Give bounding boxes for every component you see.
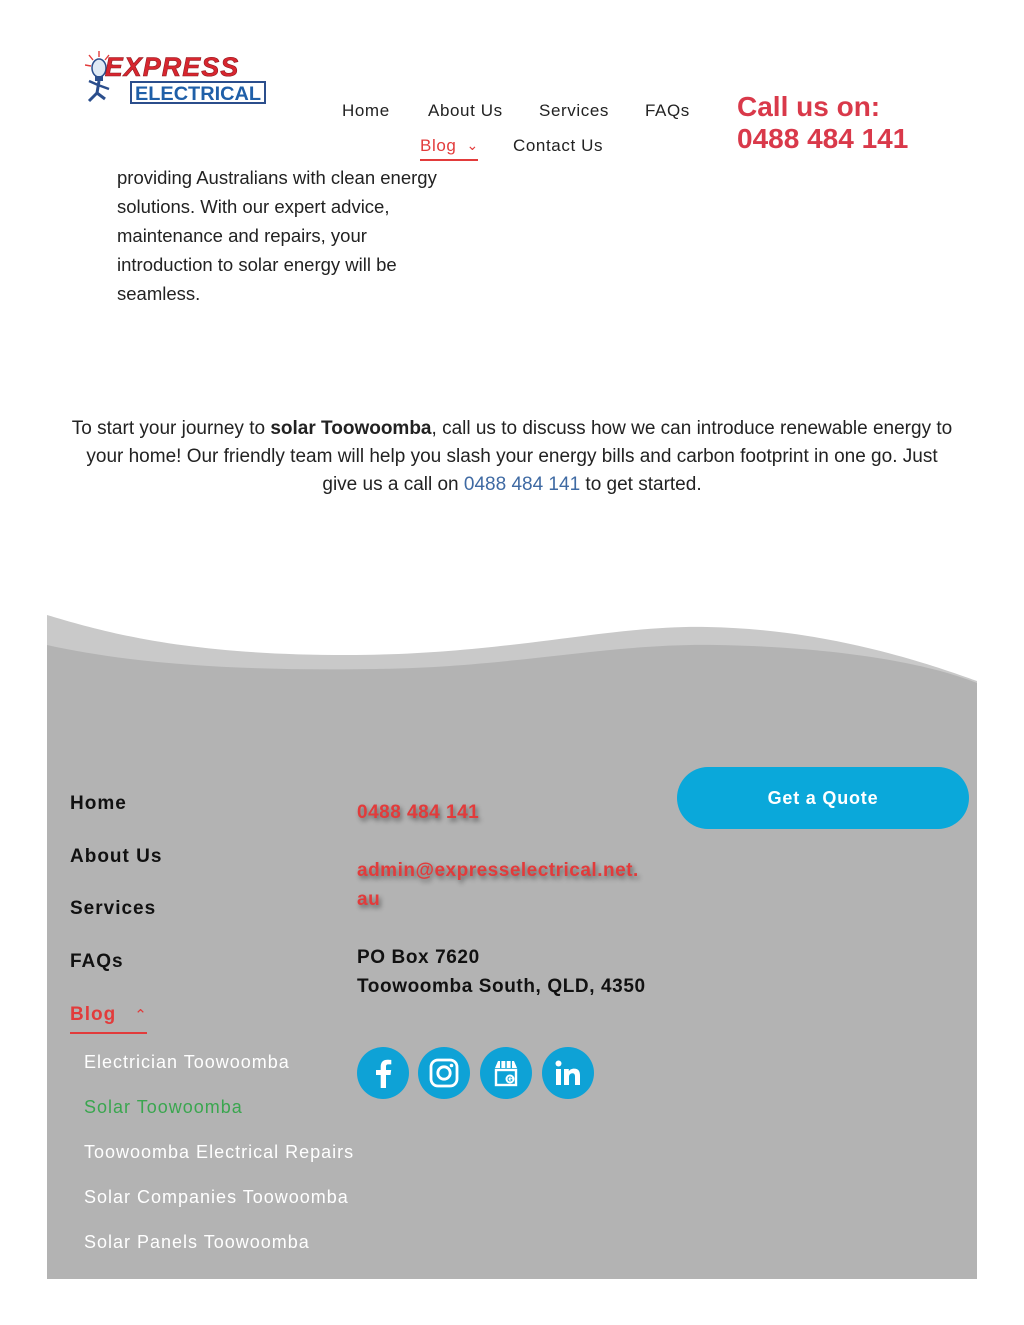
svg-text:G: G [507,1076,513,1084]
footer [47,615,977,1279]
journey-phone-link[interactable]: 0488 484 141 [463,474,581,495]
footer-nav-home[interactable]: Home [70,793,127,814]
journey-paragraph [67,415,957,499]
footer-email-link-line2[interactable]: au [357,889,381,910]
nav-blog-label: Blog [420,136,457,155]
footer-address-line1: PO Box 7620 [357,947,480,968]
google-business-icon[interactable] [480,1047,532,1099]
footer-email-link-line1[interactable]: admin@expresselectrical.net. [357,860,639,881]
footer-address-line2: Toowoomba South, QLD, 4350 [357,976,646,997]
nav-faqs[interactable]: FAQs [645,101,690,120]
facebook-icon[interactable] [357,1047,409,1099]
instagram-icon[interactable] [418,1047,470,1099]
svg-text:EXPRESS: EXPRESS [104,52,240,82]
journey-bold: solar Toowoomba [270,418,432,439]
journey-text-3: to get started. [580,474,702,495]
nav-home[interactable]: Home [342,101,390,120]
footer-wave-shape [47,615,977,711]
footer-blog-sub-solar-panels[interactable]: Solar Panels Toowoomba [84,1232,310,1252]
linkedin-icon[interactable] [542,1047,594,1099]
footer-nav-faqs[interactable]: FAQs [70,951,124,972]
nav-services[interactable]: Services [539,101,609,120]
chevron-up-icon: ⌃ [134,1007,148,1024]
nav-blog-active-underline [420,159,478,161]
footer-blog-sub-solar[interactable]: Solar Toowoomba [84,1097,243,1117]
intro-paragraph: providing Australians with clean energy solutions. With our expert advice, maintenance and repairs, your introduction to solar energy will be seamless. [117,167,437,304]
page [47,45,977,1279]
call-us-block[interactable] [737,91,908,155]
footer-blog-sub-repairs[interactable]: Toowoomba Electrical Repairs [84,1142,355,1162]
journey-text-2: , call us to discuss how we can introduce renewable energy to your home! Our friendly team will help you slash your energy bills and carbon footprint in one go. Just give us a call on [86,418,953,495]
chevron-down-icon: ⌄ [466,137,479,153]
call-us-label: Call us on: [737,91,881,122]
nav-blog[interactable] [420,136,479,156]
footer-nav-blog-label: Blog [70,1004,117,1025]
main-nav [47,45,977,175]
footer-nav-blog[interactable] [70,1004,148,1026]
get-a-quote-button[interactable]: Get a Quote [677,767,969,829]
footer-phone-link[interactable]: 0488 484 141 [357,802,480,823]
call-us-number: 0488 484 141 [737,123,909,154]
footer-blog-sub-electrician[interactable]: Electrician Toowoomba [84,1052,290,1072]
footer-nav-about-us[interactable]: About Us [70,846,163,867]
footer-blog-active-underline [70,1032,147,1034]
footer-nav-services[interactable]: Services [70,898,157,919]
nav-about-us[interactable]: About Us [428,101,503,120]
svg-text:ELECTRICAL: ELECTRICAL [135,84,262,105]
footer-blog-sub-solar-companies[interactable]: Solar Companies Toowoomba [84,1187,349,1207]
journey-text-1: To start your journey to [71,418,271,439]
nav-contact-us[interactable]: Contact Us [513,136,604,155]
